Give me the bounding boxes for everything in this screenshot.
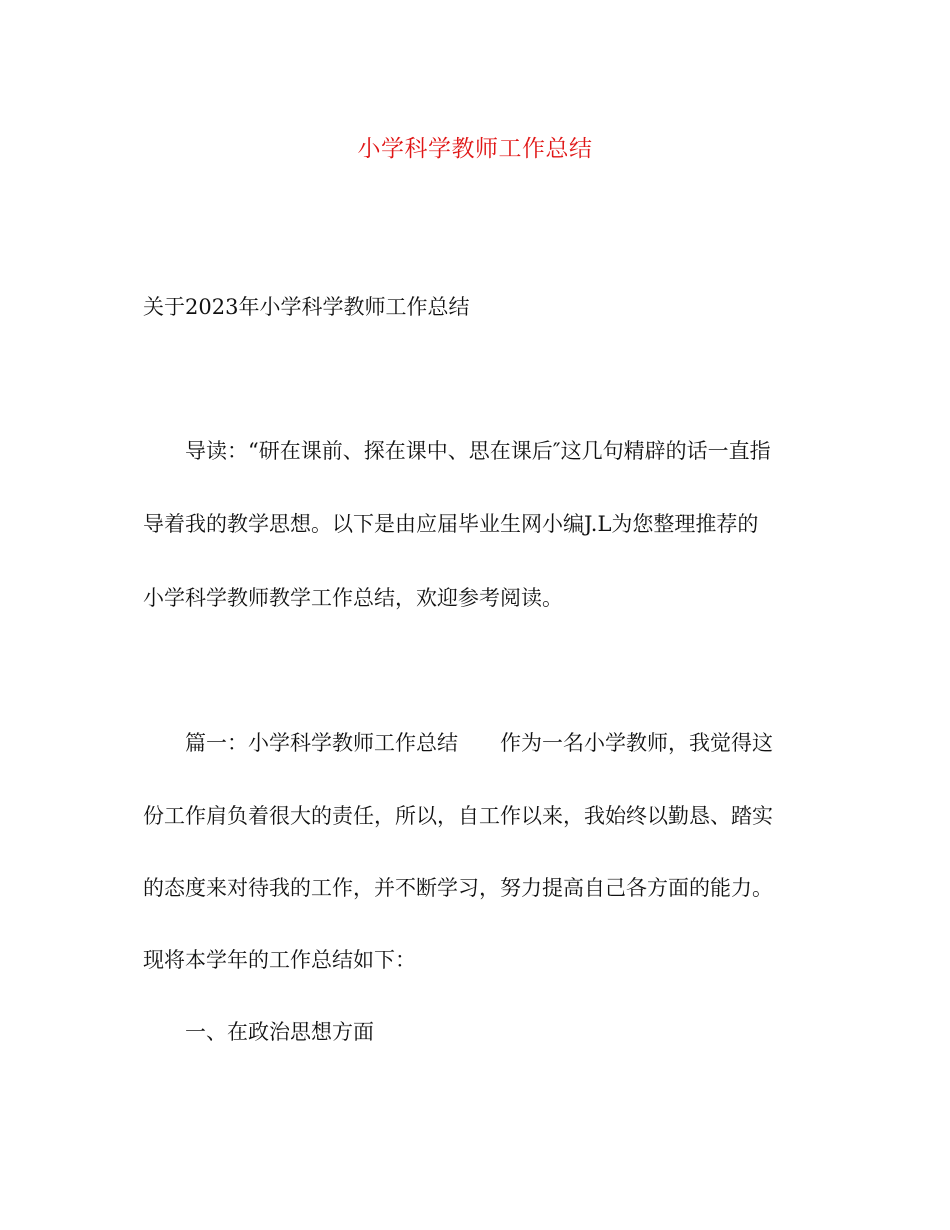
intro-line-3: 小学科学教师教学工作总结，欢迎参考阅读。	[143, 586, 563, 610]
section-one-line-4: 现将本学年的工作总结如下：	[143, 948, 416, 972]
intro-line-1: 导读：“研在课前、探在课中、思在课后″这几句精辟的话一直指	[185, 439, 771, 463]
intro-line-2: 导着我的教学思想。以下是由应届毕业生网小编J.L为您整理推荐的	[143, 512, 759, 536]
document-subtitle: 关于2023年小学科学教师工作总结	[143, 295, 470, 319]
section-one-line-1: 篇一：小学科学教师工作总结 作为一名小学教师，我觉得这	[185, 731, 773, 755]
heading-one: 一、在政治思想方面	[185, 1020, 374, 1044]
document-title: 小学科学教师工作总结	[357, 136, 593, 162]
section-one-line-2: 份工作肩负着很大的责任，所以，自工作以来，我始终以勤恳、踏实	[143, 804, 773, 828]
section-one-line-3: 的态度来对待我的工作，并不断学习，努力提高自己各方面的能力。	[143, 876, 773, 900]
